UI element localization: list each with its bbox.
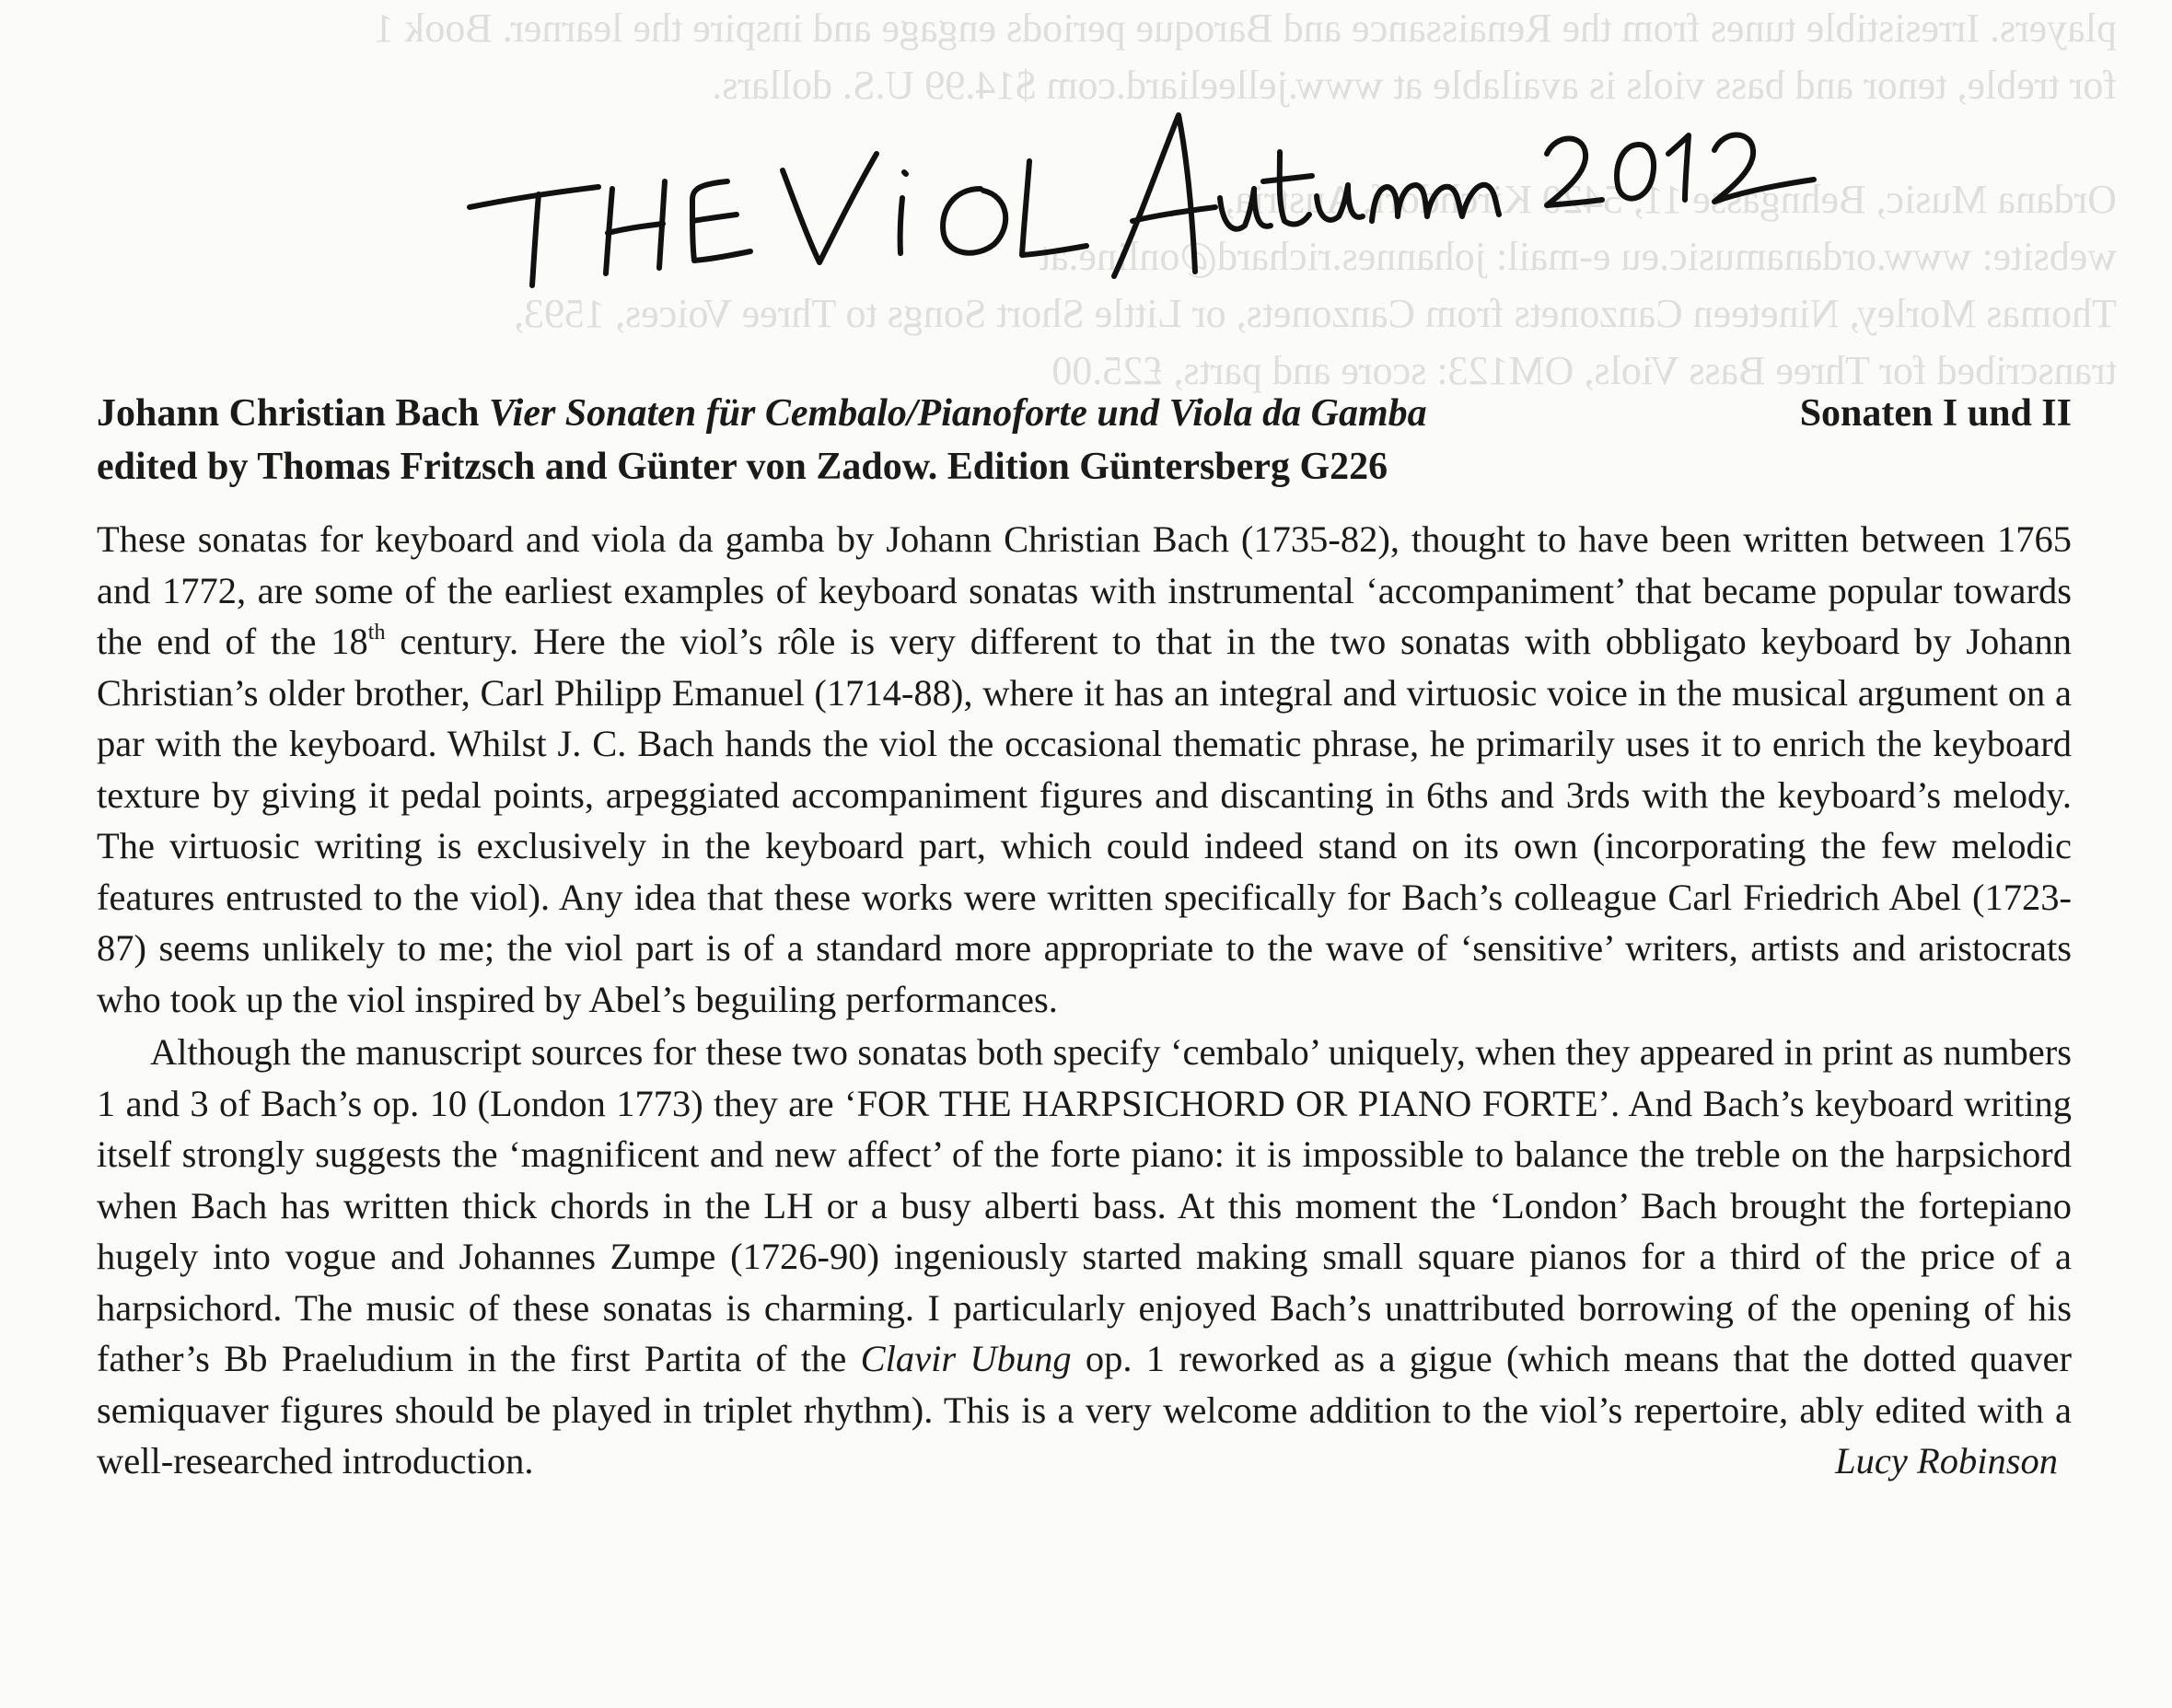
review-article (97, 387, 2072, 1487)
clavir-ubung-title: Clavir Ubung (860, 1338, 1072, 1379)
work-title: Vier Sonaten für Cembalo/Pianoforte und Viola da Gamba (488, 392, 1427, 435)
heading-line-1 (97, 387, 2072, 440)
review-body (97, 514, 2072, 1487)
superscript-th: th (367, 621, 386, 645)
composer-name: Johann Christian Bach (97, 392, 489, 435)
paragraph-1 (97, 514, 2072, 1025)
show-through-text: players. Irresistible tunes from the Renaissance and Baroque periods engage and inspire the learner. Book 1 for treble, tenor and bass viols is available at www.jelleeliard.com $14.99 U.S. dollars. Ordana Music, Behngasse 11, 5420 Kirchdorf, Austria, website: www.ordanamusic.eu e-mail: johannes.richard@online.at Thomas Morley, Nineteen Canzonets from Canzonets, or Little Short Songs to Three Voices, 1593, transcribed for Three Bass Viols, OM123: score and parts, £25.00 (374, 6, 2117, 393)
paragraph-2-text-a: Although the manuscript sources for these two sonatas both specify ‘cembalo’ uniquely, when they appeared in print as numbers 1 and 3 of Bach’s op. 10 (London 1773) they are ‘FOR THE HARPSICHORD OR PIANO FORTE’. And Bach’s keyboard writing itself strongly suggests the ‘magnificent and new affect’ of the forte piano: it is impossible to balance the treble on the harpsichord when Bach has written thick chords in the LH or a busy alberti bass. At this moment the ‘London’ Bach brought the fortepiano hugely into vogue and Johannes Zumpe (1726-90) ingeniously started making small square pianos for a third of the price of a harpsichord. The music of these sonatas is charming. I particularly enjoyed Bach’s unattributed borrowing of the opening of his father’s Bb Praeludium in the first Partita of the (97, 1031, 2072, 1379)
sonata-numbers: Sonaten I und II (1799, 392, 2072, 435)
editors-and-edition: edited by Thomas Fritzsch and Günter von Zadow. Edition Güntersberg G226 (97, 446, 1388, 488)
paragraph-2-text-b: op. 1 reworked as a gigue (which means that the dotted quaver semiquaver figures should be played in triplet rhythm). This is a very welcome addition to the viol’s repertoire, ably edited with a well-researched introduction. (97, 1338, 2072, 1481)
heading-line-2 (97, 440, 2072, 494)
review-heading (97, 387, 2072, 494)
paragraph-2 (97, 1027, 2072, 1487)
paragraph-1-text-b: century. Here the viol’s rôle is very different to that in the two sonatas with obbligato keyboard by Johann Christian’s older brother, Carl Philipp Emanuel (1714-88), where it has an integral and virtuosic voice in the musical argument on a par with the keyboard. Whilst J. C. Bach hands the viol the occasional thematic phrase, he primarily uses it to enrich the keyboard texture by giving it pedal points, arpeggiated accompaniment figures and discanting in 6ths and 3rds with the keyboard’s melody. The virtuosic writing is exclusively in the keyboard part, which could indeed stand on its own (incorporating the few melodic features entrusted to the viol). Any idea that these works were written specifically for Bach’s colleague Carl Friedrich Abel (1723-87) seems unlikely to me; the viol part is of a standard more appropriate to the wave of ‘sensitive’ writers, artists and aristocrats who took up the viol inspired by Abel’s beguiling performances. (97, 621, 2073, 1020)
paragraph-1-text-a: These sonatas for keyboard and viola da gamba by Johann Christian Bach (1735-82), thought to have been written between 1765 and 1772, are some of the earliest examples of keyboard sonatas with instrumental ‘accompaniment’ that became popular towards the end of the 18 (97, 518, 2072, 662)
handwritten-annotation (451, 97, 1832, 308)
heading-title-group (97, 387, 1427, 440)
reviewer-signature: Lucy Robinson (1835, 1440, 2058, 1481)
